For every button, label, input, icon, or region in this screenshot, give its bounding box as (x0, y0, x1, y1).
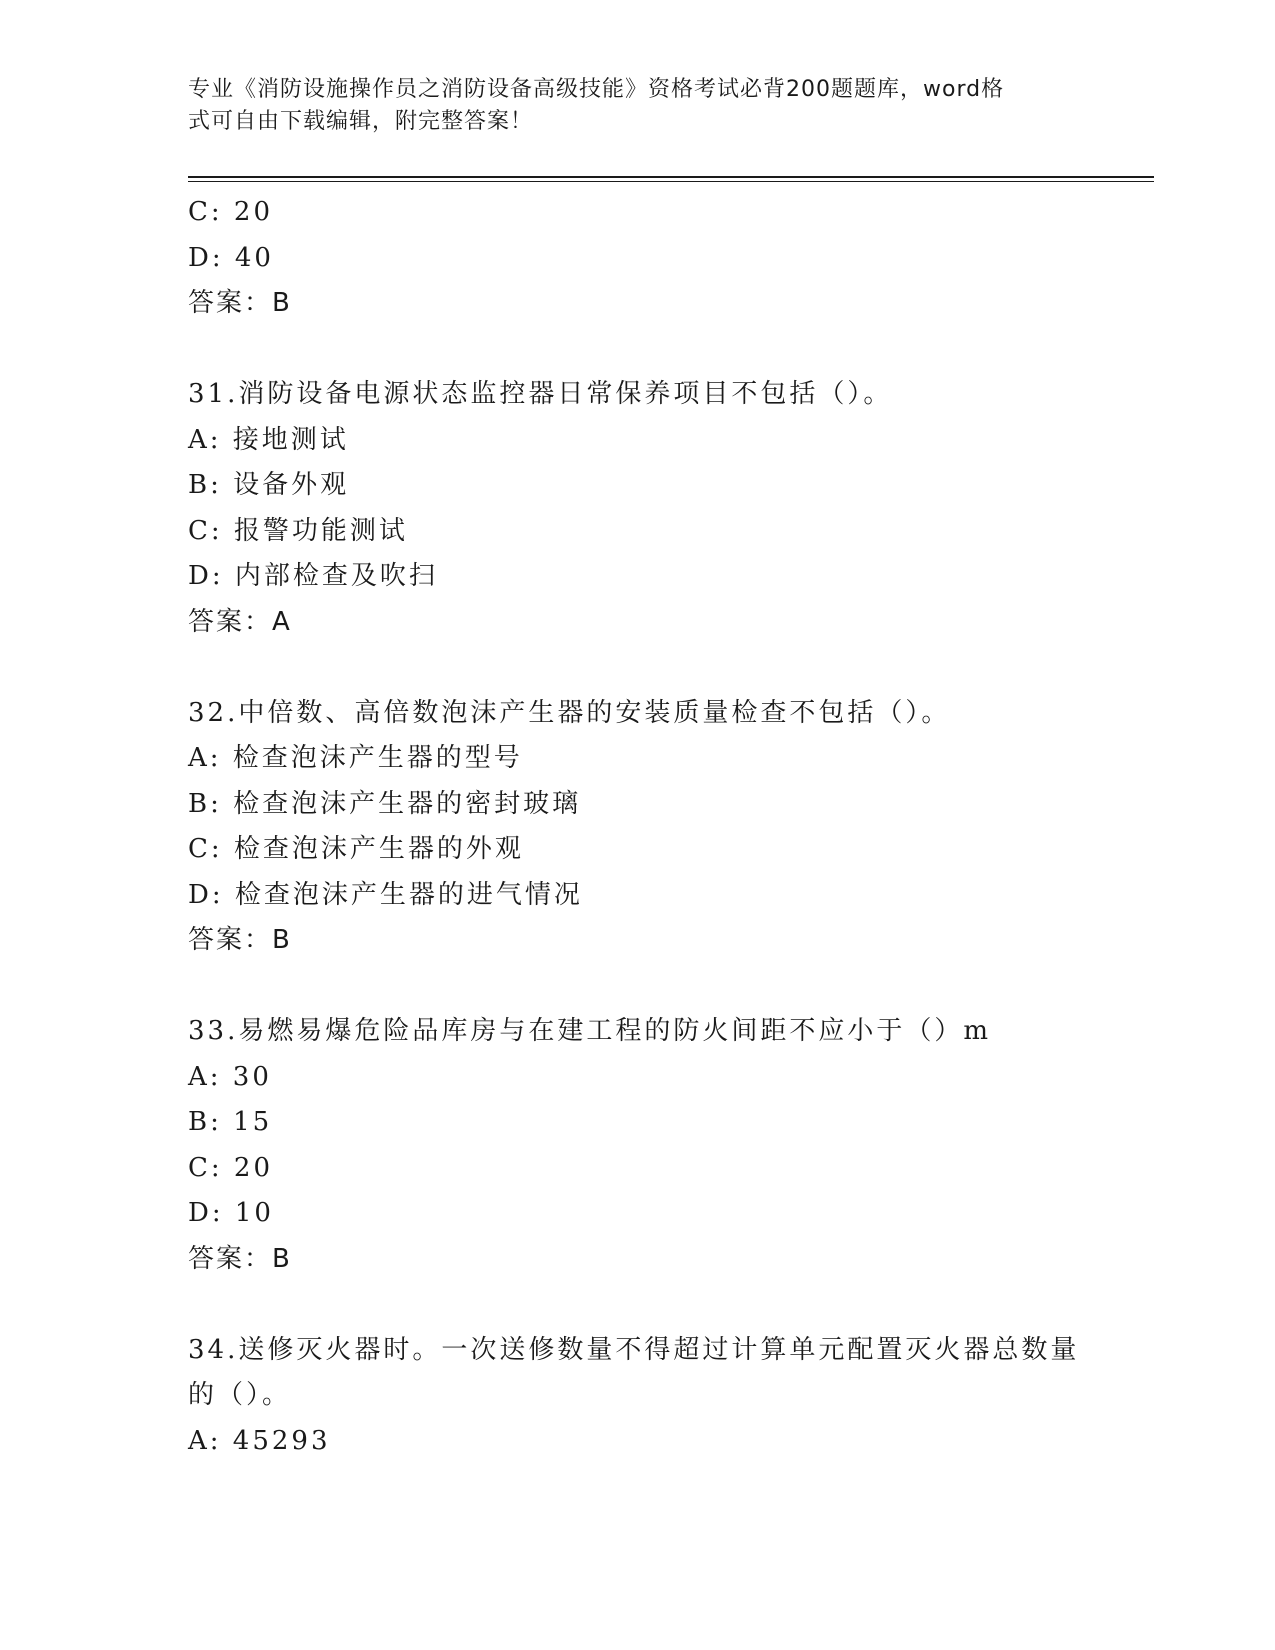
option-c: C: 20 (188, 1152, 274, 1183)
spacer (188, 327, 1088, 373)
option-a: A: 45293 (188, 1425, 331, 1456)
option-d: D: 检查泡沫产生器的进气情况 (188, 879, 583, 910)
option-b: B: 设备外观 (188, 470, 350, 500)
option-d: D: 10 (188, 1198, 274, 1228)
document-header (188, 74, 1068, 138)
option-a: A: 接地测试 (188, 424, 349, 455)
question-34 (188, 1328, 1088, 1465)
answer-line: 答案：A (188, 606, 292, 637)
header-rule-thin (188, 181, 1154, 182)
question-32 (188, 691, 1088, 964)
answer-line: 答案：B (188, 288, 292, 318)
option-c: C: 20 (188, 197, 274, 227)
spacer (188, 645, 1088, 691)
question-content (188, 190, 1088, 1464)
option-c: C: 检查泡沫产生器的外观 (188, 834, 524, 864)
option-a: A: 30 (188, 1061, 272, 1092)
spacer (188, 964, 1088, 1010)
header-line-2: 式可自由下载编辑，附完整答案！ (188, 109, 534, 134)
question-stem: 32.中倍数、高倍数泡沫产生器的安装质量检查不包括（）。 (188, 697, 951, 728)
option-b: B: 15 (188, 1107, 273, 1137)
prev-question-tail (188, 190, 1088, 327)
option-c: C: 报警功能测试 (188, 515, 408, 546)
header-line-1: 专业《消防设施操作员之消防设备高级技能》资格考试必背200题题库，word格 (188, 77, 1005, 102)
question-stem: 34.送修灭火器时。一次送修数量不得超过计算单元配置灭火器总数量 (188, 1334, 1080, 1365)
question-33 (188, 1009, 1088, 1282)
question-stem: 31.消防设备电源状态监控器日常保养项目不包括（）。 (188, 379, 893, 409)
header-rule (188, 176, 1154, 178)
question-stem-continued: 的（）。 (188, 1380, 292, 1410)
question-31 (188, 372, 1088, 645)
answer-line: 答案：B (188, 925, 292, 955)
option-d: D: 内部检查及吹扫 (188, 561, 438, 591)
answer-line: 答案：B (188, 1243, 292, 1274)
spacer (188, 1282, 1088, 1328)
option-d: D: 40 (188, 242, 274, 273)
question-stem: 33.易燃易爆危险品库房与在建工程的防火间距不应小于（）m (188, 1016, 992, 1046)
option-a: A: 检查泡沫产生器的型号 (188, 743, 523, 773)
option-b: B: 检查泡沫产生器的密封玻璃 (188, 788, 582, 819)
